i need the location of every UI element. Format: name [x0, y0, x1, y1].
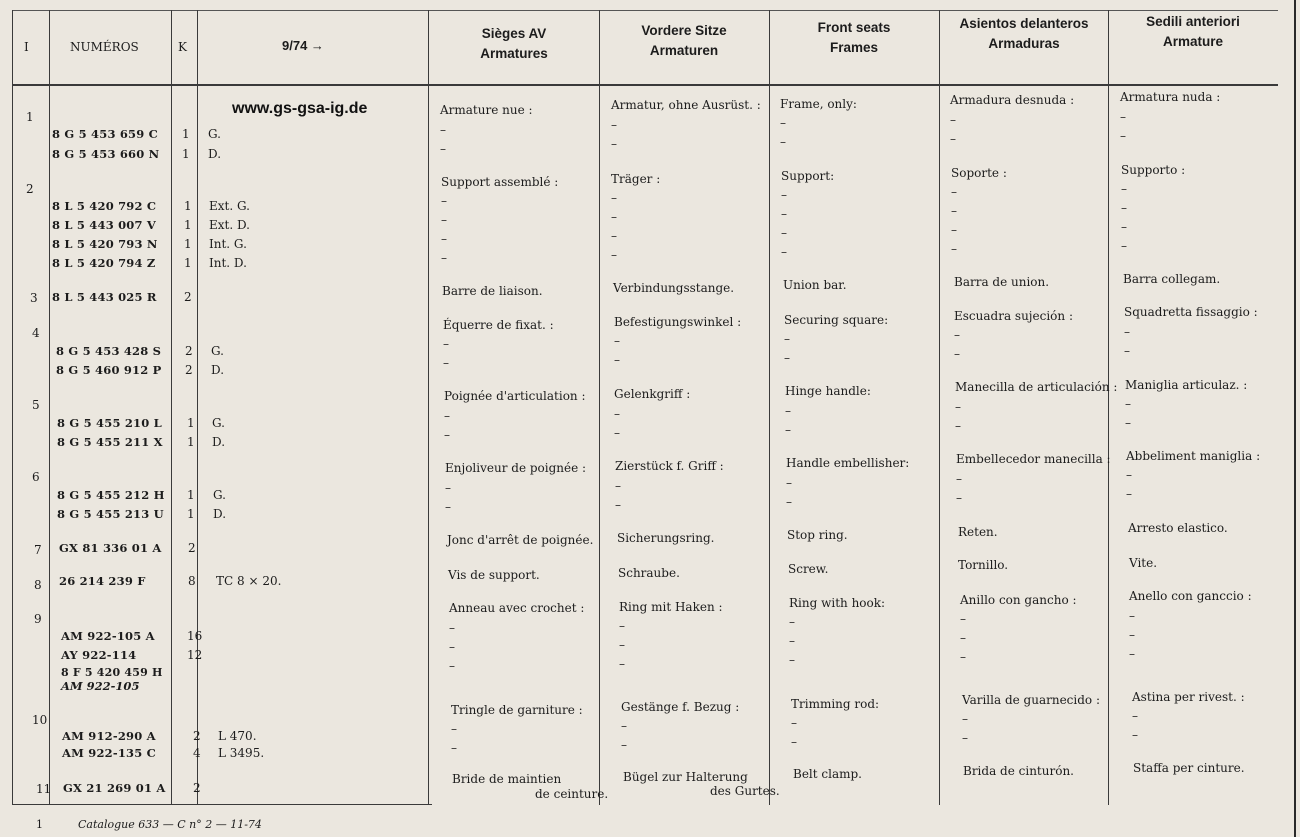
dash: – [786, 495, 792, 509]
desc-en: Union bar. [783, 278, 847, 292]
header-col-numeros: NUMÉROS [70, 40, 139, 54]
part-quantity: 1 [187, 435, 195, 449]
part-reference: 8 G 5 455 210 L [57, 416, 162, 430]
part-quantity: 1 [184, 199, 192, 213]
right-edge [1294, 0, 1296, 837]
desc-fr: Tringle de garniture : [451, 703, 583, 717]
item-number: 7 [34, 543, 42, 557]
part-observation: L 3495. [218, 746, 265, 760]
dash: – [955, 419, 961, 433]
dash: – [780, 135, 786, 149]
dash: – [615, 498, 621, 512]
desc-it: Vite. [1129, 556, 1158, 570]
item-number: 4 [32, 326, 40, 340]
desc-de: Verbindungsstange. [613, 281, 735, 295]
dash: – [789, 634, 795, 648]
desc-es: Anillo con gancho : [960, 593, 1077, 607]
desc-fr: Enjoliveur de poignée : [445, 461, 587, 475]
dash: – [956, 472, 962, 486]
desc-en: Hinge handle: [785, 384, 871, 398]
part-quantity: 8 [188, 574, 196, 588]
dash: – [444, 409, 450, 423]
item-number: 6 [32, 470, 40, 484]
part-quantity: 1 [184, 237, 192, 251]
item-number: 5 [32, 398, 40, 412]
header-lang-de [600, 21, 768, 61]
dash: – [440, 142, 446, 156]
dash: – [443, 356, 449, 370]
desc-en: Securing square: [784, 313, 889, 327]
desc-es: Brida de cinturón. [963, 764, 1074, 778]
dash: – [451, 722, 457, 736]
desc-de: Zierstück f. Griff : [615, 459, 724, 473]
desc-it: Astina per rivest. : [1132, 690, 1245, 704]
col-divider-4 [428, 10, 429, 805]
desc-en: Support: [781, 169, 835, 183]
part-quantity: 2 [185, 344, 193, 358]
part-observation: G. [208, 127, 221, 141]
desc-it: Staffa per cinture. [1133, 761, 1245, 775]
dash: – [611, 210, 617, 224]
desc-es: Armadura desnuda : [950, 93, 1075, 107]
part-reference: 8 L 5 420 792 C [52, 199, 157, 213]
dash: – [1132, 728, 1138, 742]
dash: – [621, 738, 627, 752]
col-divider-3 [197, 10, 198, 805]
header-lang-fr [430, 24, 598, 64]
dash: – [611, 248, 617, 262]
website-watermark: www.gs-gsa-ig.de [232, 100, 368, 117]
dash: – [960, 612, 966, 626]
dash: – [1121, 201, 1127, 215]
dash: – [614, 426, 620, 440]
dash: – [441, 251, 447, 265]
part-observation: D. [213, 507, 227, 521]
dash: – [444, 428, 450, 442]
dash: – [1129, 647, 1135, 661]
header-it-subtitle: Armature [1162, 34, 1224, 49]
dash: – [789, 653, 795, 667]
desc-fr: Anneau avec crochet : [449, 601, 585, 615]
header-lang-en [770, 18, 938, 58]
dash: – [791, 716, 797, 730]
table-bottom-border [12, 804, 432, 805]
header-es-subtitle: Armaduras [988, 36, 1060, 51]
desc-en: Frame, only: [780, 97, 857, 111]
dash: – [954, 328, 960, 342]
part-reference: AM 922-135 C [62, 746, 156, 760]
part-reference: 26 214 239 F [59, 574, 146, 588]
part-reference: GX 81 336 01 A [59, 541, 162, 555]
desc-fr: Poignée d'articulation : [444, 389, 586, 403]
item-number: 3 [30, 291, 38, 305]
desc-es: Tornillo. [958, 558, 1009, 572]
desc-de: Gestänge f. Bezug : [621, 700, 740, 714]
header-de-title: Vordere Sitze [641, 23, 727, 38]
dash: – [1125, 397, 1131, 411]
part-reference: 8 L 5 420 794 Z [52, 256, 156, 270]
dash: – [781, 226, 787, 240]
part-quantity: 2 [193, 729, 201, 743]
dash: – [611, 229, 617, 243]
part-reference: 8 L 5 443 025 R [52, 290, 157, 304]
desc-de: Sicherungsring. [617, 531, 715, 545]
desc-it: Barra collegam. [1123, 272, 1221, 286]
part-quantity: 1 [187, 416, 195, 430]
header-en-subtitle: Frames [829, 40, 879, 55]
part-reference: 8 L 5 443 007 V [52, 218, 157, 232]
part-reference: 8 G 5 453 659 C [52, 127, 159, 141]
part-quantity: 2 [193, 781, 201, 795]
header-fr-subtitle: Armatures [480, 46, 548, 61]
header-col-i: I [24, 40, 29, 54]
dash: – [785, 423, 791, 437]
dash: – [960, 650, 966, 664]
header-separator [12, 84, 1278, 86]
dash: – [445, 481, 451, 495]
footer-catalogue-ref: Catalogue 633 — C n° 2 — 11-74 [78, 818, 262, 831]
dash: – [441, 194, 447, 208]
desc-de: Bügel zur Halterung [623, 770, 748, 784]
header-it-title: Sedili anteriori [1146, 14, 1240, 29]
header-fr-title: Sièges AV [481, 26, 547, 41]
part-observation: D. [212, 435, 226, 449]
dash: – [1129, 628, 1135, 642]
dash: – [950, 113, 956, 127]
footer-page-number: 1 [36, 818, 43, 831]
dash: – [1124, 325, 1130, 339]
desc-de: des Gurtes. [710, 784, 780, 798]
desc-de: Gelenkgriff : [614, 387, 691, 401]
dash: – [951, 223, 957, 237]
desc-fr: Vis de support. [448, 568, 540, 582]
col-divider-8 [1108, 10, 1109, 805]
part-reference: 8 F 5 420 459 H [61, 666, 163, 679]
dash: – [1120, 110, 1126, 124]
dash: – [443, 337, 449, 351]
dash: – [611, 118, 617, 132]
part-reference: AM 922-105 A [61, 629, 155, 643]
col-divider-6 [769, 10, 770, 805]
part-quantity: 2 [188, 541, 196, 555]
dash: – [962, 712, 968, 726]
header-col-date: 9/74 → [282, 38, 324, 53]
part-observation: G. [213, 488, 226, 502]
desc-fr: Équerre de fixat. : [443, 318, 554, 332]
desc-es: Reten. [958, 525, 998, 539]
dash: – [784, 351, 790, 365]
desc-de: Armatur, ohne Ausrüst. : [611, 98, 761, 112]
part-observation: D. [211, 363, 225, 377]
dash: – [962, 731, 968, 745]
dash: – [956, 491, 962, 505]
desc-de: Träger : [611, 172, 661, 186]
dash: – [445, 500, 451, 514]
part-reference: 8 G 5 455 213 U [57, 507, 164, 521]
part-observation: L 470. [218, 729, 257, 743]
part-quantity: 1 [187, 507, 195, 521]
part-reference: 8 G 5 453 428 S [56, 344, 162, 358]
header-lang-it [1109, 12, 1277, 52]
part-reference: AM 912-290 A [62, 729, 156, 743]
part-reference: 8 G 5 455 211 X [57, 435, 163, 449]
dash: – [791, 735, 797, 749]
dash: – [781, 245, 787, 259]
dash: – [1126, 468, 1132, 482]
part-quantity: 1 [184, 256, 192, 270]
desc-it: Anello con ganccio : [1129, 589, 1252, 603]
part-reference: GX 21 269 01 A [63, 781, 166, 795]
desc-de: Befestigungswinkel : [614, 315, 742, 329]
desc-en: Trimming rod: [791, 697, 880, 711]
desc-it: Maniglia articulaz. : [1125, 378, 1248, 392]
desc-fr: de ceinture. [535, 787, 609, 801]
desc-es: Escuadra sujeción : [954, 309, 1073, 323]
part-quantity: 1 [184, 218, 192, 232]
desc-de: Schraube. [618, 566, 680, 580]
dash: – [441, 232, 447, 246]
part-quantity: 16 [187, 629, 203, 643]
part-observation: G. [211, 344, 224, 358]
item-number: 2 [26, 182, 34, 196]
dash: – [611, 137, 617, 151]
dash: – [1121, 220, 1127, 234]
dash: – [951, 185, 957, 199]
header-col-k: K [178, 40, 187, 54]
dash: – [955, 400, 961, 414]
desc-fr: Armature nue : [440, 103, 533, 117]
dash: – [785, 404, 791, 418]
item-number: 9 [34, 612, 42, 626]
dash: – [1120, 129, 1126, 143]
part-observation: Ext. G. [209, 199, 250, 213]
desc-es: Embellecedor manecilla : [956, 452, 1111, 466]
dash: – [960, 631, 966, 645]
dash: – [1132, 709, 1138, 723]
dash: – [1126, 487, 1132, 501]
desc-it: Armatura nuda : [1120, 90, 1221, 104]
item-number: 10 [32, 713, 48, 727]
dash: – [950, 132, 956, 146]
desc-fr: Bride de maintien [452, 772, 562, 786]
desc-es: Manecilla de articulación : [955, 380, 1118, 394]
desc-fr: Barre de liaison. [442, 284, 543, 298]
part-reference: 8 G 5 455 212 H [57, 488, 165, 502]
desc-de: Ring mit Haken : [619, 600, 723, 614]
table-left-border [12, 10, 13, 805]
part-quantity: 1 [182, 127, 190, 141]
dash: – [1129, 609, 1135, 623]
item-number: 11 [36, 782, 52, 796]
dash: – [954, 347, 960, 361]
col-divider-1 [49, 10, 50, 805]
dash: – [951, 204, 957, 218]
desc-it: Supporto : [1121, 163, 1186, 177]
dash: – [449, 621, 455, 635]
part-quantity: 2 [184, 290, 192, 304]
dash: – [781, 207, 787, 221]
item-number: 8 [34, 578, 42, 592]
dash: – [619, 657, 625, 671]
part-observation: D. [208, 147, 222, 161]
dash: – [1125, 416, 1131, 430]
dash: – [1121, 239, 1127, 253]
dash: – [614, 334, 620, 348]
col-divider-2 [171, 10, 172, 805]
desc-it: Squadretta fissaggio : [1124, 305, 1258, 319]
part-quantity: 2 [185, 363, 193, 377]
dash: – [619, 619, 625, 633]
desc-en: Ring with hook: [789, 596, 886, 610]
col-divider-5 [599, 10, 600, 805]
header-es-title: Asientos delanteros [959, 16, 1089, 31]
dash: – [619, 638, 625, 652]
dash: – [1124, 344, 1130, 358]
header-en-title: Front seats [817, 20, 891, 35]
col-divider-7 [939, 10, 940, 805]
desc-en: Stop ring. [787, 528, 848, 542]
part-quantity: 12 [187, 648, 203, 662]
dash: – [449, 640, 455, 654]
part-reference: 8 G 5 460 912 P [56, 363, 162, 377]
dash: – [614, 353, 620, 367]
desc-it: Abbeliment maniglia : [1126, 449, 1261, 463]
table-top-border [12, 10, 1278, 11]
header-de-subtitle: Armaturen [649, 43, 719, 58]
dash: – [449, 659, 455, 673]
part-reference: AY 922-114 [61, 648, 137, 662]
item-number: 1 [26, 110, 34, 124]
dash: – [781, 188, 787, 202]
desc-it: Arresto elastico. [1128, 521, 1228, 535]
part-observation: Int. G. [209, 237, 247, 251]
dash: – [441, 213, 447, 227]
superseded-reference: AM 922-105 [61, 679, 140, 693]
desc-fr: Support assemblé : [441, 175, 559, 189]
dash: – [1121, 182, 1127, 196]
dash: – [451, 741, 457, 755]
part-quantity: 1 [187, 488, 195, 502]
part-observation: Ext. D. [209, 218, 250, 232]
part-quantity: 4 [193, 746, 201, 760]
dash: – [786, 476, 792, 490]
dash: – [784, 332, 790, 346]
desc-fr: Jonc d'arrêt de poignée. [447, 533, 594, 547]
dash: – [780, 116, 786, 130]
desc-es: Barra de union. [954, 275, 1050, 289]
dash: – [789, 615, 795, 629]
dash: – [615, 479, 621, 493]
desc-en: Handle embellisher: [786, 456, 910, 470]
desc-en: Belt clamp. [793, 767, 862, 781]
desc-es: Soporte : [951, 166, 1007, 180]
dash: – [951, 242, 957, 256]
desc-es: Varilla de guarnecido : [962, 693, 1100, 707]
dash: – [614, 407, 620, 421]
part-observation: G. [212, 416, 225, 430]
header-lang-es [940, 14, 1108, 54]
dash: – [621, 719, 627, 733]
part-reference: 8 L 5 420 793 N [52, 237, 158, 251]
dash: – [440, 123, 446, 137]
part-observation: TC 8 × 20. [216, 574, 282, 588]
desc-en: Screw. [788, 562, 829, 576]
dash: – [611, 191, 617, 205]
part-reference: 8 G 5 453 660 N [52, 147, 160, 161]
part-observation: Int. D. [209, 256, 247, 270]
part-quantity: 1 [182, 147, 190, 161]
